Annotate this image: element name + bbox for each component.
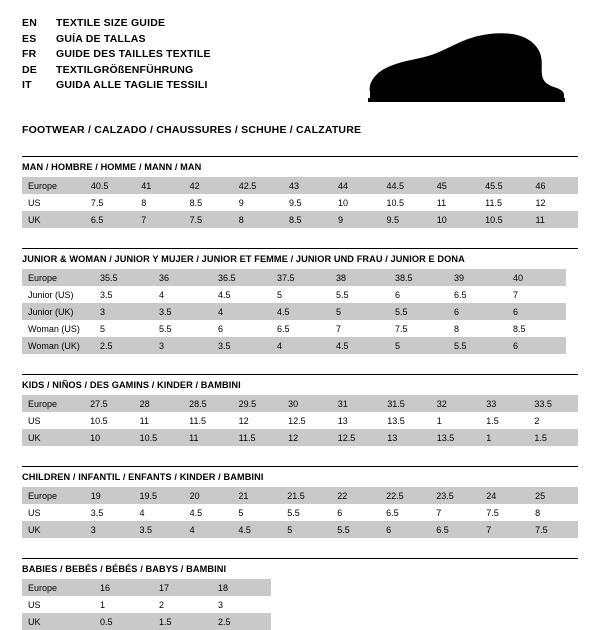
table-row bbox=[22, 504, 578, 521]
language-row bbox=[22, 47, 211, 63]
cell: 7 bbox=[507, 286, 566, 303]
group-heading: CHILDREN / INFANTIL / ENFANTS / KINDER / BAMBINI bbox=[22, 472, 264, 482]
cell: 3.5 bbox=[153, 303, 212, 320]
language-code: EN bbox=[22, 17, 37, 29]
row-label: UK bbox=[22, 613, 94, 630]
cell: 6 bbox=[389, 286, 448, 303]
cell: 33.5 bbox=[528, 395, 578, 412]
cell: 12 bbox=[529, 194, 578, 211]
cell: 2.5 bbox=[94, 337, 153, 354]
cell: 38.5 bbox=[389, 269, 448, 286]
cell: 3.5 bbox=[85, 504, 134, 521]
cell: 42 bbox=[184, 177, 233, 194]
cell: 45 bbox=[431, 177, 479, 194]
cell: 30 bbox=[282, 395, 332, 412]
cell: 5 bbox=[94, 320, 153, 337]
cell: 36 bbox=[153, 269, 212, 286]
cell: 3.5 bbox=[212, 337, 271, 354]
cell: 13.5 bbox=[431, 429, 481, 446]
cell: 0.5 bbox=[94, 613, 153, 630]
table-row bbox=[22, 303, 566, 320]
cell: 6 bbox=[507, 303, 566, 320]
cell: 1.5 bbox=[528, 429, 578, 446]
cell: 1 bbox=[94, 596, 153, 613]
cell: 4 bbox=[212, 303, 271, 320]
cell: 31.5 bbox=[381, 395, 431, 412]
cell: 22 bbox=[331, 487, 380, 504]
cell: 18 bbox=[212, 579, 271, 596]
row-label: Woman (US) bbox=[22, 320, 94, 337]
cell: 5 bbox=[232, 504, 281, 521]
language-row bbox=[22, 78, 211, 94]
cell: 5 bbox=[330, 303, 389, 320]
size-group-babies bbox=[22, 558, 578, 630]
cell: 11 bbox=[183, 429, 233, 446]
cell: 10.5 bbox=[134, 429, 184, 446]
group-heading: BABIES / BEBÉS / BÉBÉS / BABYS / BAMBINI bbox=[22, 564, 227, 574]
table-row bbox=[22, 194, 578, 211]
cell: 5.5 bbox=[330, 286, 389, 303]
cell: 12 bbox=[233, 412, 283, 429]
row-label: US bbox=[22, 412, 84, 429]
cell: 10.5 bbox=[380, 194, 430, 211]
cell: 1.5 bbox=[480, 412, 528, 429]
cell: 11 bbox=[529, 211, 578, 228]
cell: 33 bbox=[480, 395, 528, 412]
cell: 7.5 bbox=[529, 521, 578, 538]
cell: 7.5 bbox=[85, 194, 135, 211]
row-label: US bbox=[22, 194, 85, 211]
cell: 20 bbox=[184, 487, 233, 504]
cell: 28 bbox=[134, 395, 184, 412]
cell: 1 bbox=[480, 429, 528, 446]
cell: 5 bbox=[389, 337, 448, 354]
cell: 7 bbox=[135, 211, 183, 228]
cell: 41 bbox=[135, 177, 183, 194]
cell: 12.5 bbox=[282, 412, 332, 429]
row-label: Junior (UK) bbox=[22, 303, 94, 320]
document-header bbox=[22, 16, 578, 110]
cell: 2 bbox=[528, 412, 578, 429]
cell: 3 bbox=[94, 303, 153, 320]
cell: 5.5 bbox=[153, 320, 212, 337]
cell: 3.5 bbox=[134, 521, 184, 538]
cell: 22.5 bbox=[380, 487, 430, 504]
cell: 3 bbox=[212, 596, 271, 613]
size-group-man bbox=[22, 156, 578, 228]
row-label: US bbox=[22, 504, 85, 521]
table-row bbox=[22, 412, 578, 429]
cell: 11 bbox=[431, 194, 479, 211]
row-label: US bbox=[22, 596, 94, 613]
cell: 35.5 bbox=[94, 269, 153, 286]
table-row bbox=[22, 487, 578, 504]
cell: 13 bbox=[332, 412, 382, 429]
cell: 4.5 bbox=[271, 303, 330, 320]
cell: 3 bbox=[153, 337, 212, 354]
cell: 29.5 bbox=[233, 395, 283, 412]
cell: 19 bbox=[85, 487, 134, 504]
row-label: Europe bbox=[22, 579, 94, 596]
cell: 21 bbox=[232, 487, 281, 504]
cell: 11.5 bbox=[233, 429, 283, 446]
cell: 4.5 bbox=[232, 521, 281, 538]
language-row bbox=[22, 63, 211, 79]
cell: 13 bbox=[381, 429, 431, 446]
cell: 23.5 bbox=[430, 487, 480, 504]
group-heading: KIDS / NIÑOS / DES GAMINS / KINDER / BAMBINI bbox=[22, 380, 241, 390]
size-group-kids bbox=[22, 374, 578, 446]
table-row bbox=[22, 613, 271, 630]
language-code: FR bbox=[22, 48, 37, 61]
cell: 31 bbox=[332, 395, 382, 412]
cell: 25 bbox=[529, 487, 578, 504]
cell: 6.5 bbox=[85, 211, 135, 228]
cell: 4 bbox=[184, 521, 233, 538]
cell: 4 bbox=[153, 286, 212, 303]
cell: 11 bbox=[134, 412, 184, 429]
cell: 6.5 bbox=[271, 320, 330, 337]
table-row bbox=[22, 429, 578, 446]
cell: 17 bbox=[153, 579, 212, 596]
language-code: DE bbox=[22, 63, 37, 76]
table-row bbox=[22, 596, 271, 613]
table-row bbox=[22, 337, 566, 354]
cell: 8.5 bbox=[507, 320, 566, 337]
row-label: Europe bbox=[22, 395, 84, 412]
cell: 7 bbox=[430, 504, 480, 521]
row-label: UK bbox=[22, 521, 85, 538]
cell: 6.5 bbox=[448, 286, 507, 303]
cell: 11.5 bbox=[183, 412, 233, 429]
cell: 10 bbox=[431, 211, 479, 228]
cell: 9.5 bbox=[380, 211, 430, 228]
size-table bbox=[22, 269, 566, 354]
cell: 12.5 bbox=[332, 429, 382, 446]
row-label: Europe bbox=[22, 487, 85, 504]
cell: 13.5 bbox=[381, 412, 431, 429]
language-title-list bbox=[22, 16, 211, 94]
cell: 44.5 bbox=[380, 177, 430, 194]
row-label: Woman (UK) bbox=[22, 337, 94, 354]
language-title: GUIDE DES TAILLES TEXTILE bbox=[56, 48, 211, 61]
cell: 6 bbox=[448, 303, 507, 320]
cell: 2 bbox=[153, 596, 212, 613]
cell: 40.5 bbox=[85, 177, 135, 194]
cell: 1.5 bbox=[153, 613, 212, 630]
language-title: TEXTILGRÖßENFÜHRUNG bbox=[56, 63, 194, 76]
cell: 8.5 bbox=[283, 211, 332, 228]
cell: 12 bbox=[282, 429, 332, 446]
table-row bbox=[22, 395, 578, 412]
size-table bbox=[22, 487, 578, 538]
cell: 5 bbox=[271, 286, 330, 303]
cell: 5.5 bbox=[448, 337, 507, 354]
category-title: FOOTWEAR / CALZADO / CHAUSSURES / SCHUHE / CALZATURE bbox=[22, 124, 362, 136]
cell: 38 bbox=[330, 269, 389, 286]
cell: 1 bbox=[431, 412, 481, 429]
cell: 3.5 bbox=[94, 286, 153, 303]
cell: 43 bbox=[283, 177, 332, 194]
cell: 4.5 bbox=[212, 286, 271, 303]
table-row bbox=[22, 521, 578, 538]
cell: 6 bbox=[507, 337, 566, 354]
size-table bbox=[22, 579, 271, 630]
cell: 10.5 bbox=[84, 412, 134, 429]
cell: 6 bbox=[331, 504, 380, 521]
size-table bbox=[22, 395, 578, 446]
table-row bbox=[22, 269, 566, 286]
cell: 44 bbox=[332, 177, 380, 194]
language-code: ES bbox=[22, 32, 37, 45]
cell: 6.5 bbox=[380, 504, 430, 521]
size-group-children bbox=[22, 466, 578, 538]
cell: 36.5 bbox=[212, 269, 271, 286]
cell: 19.5 bbox=[134, 487, 184, 504]
language-title: GUÍA DE TALLAS bbox=[56, 32, 146, 45]
cell: 4.5 bbox=[330, 337, 389, 354]
cell: 10 bbox=[84, 429, 134, 446]
group-heading: MAN / HOMBRE / HOMME / MANN / MAN bbox=[22, 162, 202, 172]
cell: 7 bbox=[330, 320, 389, 337]
cell: 7.5 bbox=[480, 504, 529, 521]
table-row bbox=[22, 320, 566, 337]
cell: 10.5 bbox=[479, 211, 529, 228]
language-row bbox=[22, 32, 211, 48]
table-row bbox=[22, 286, 566, 303]
cell: 8.5 bbox=[184, 194, 233, 211]
cell: 6.5 bbox=[430, 521, 480, 538]
cell: 7.5 bbox=[389, 320, 448, 337]
cell: 45.5 bbox=[479, 177, 529, 194]
cell: 5.5 bbox=[281, 504, 331, 521]
cell: 27.5 bbox=[84, 395, 134, 412]
cell: 21.5 bbox=[281, 487, 331, 504]
cell: 9.5 bbox=[283, 194, 332, 211]
cell: 46 bbox=[529, 177, 578, 194]
row-label: UK bbox=[22, 429, 84, 446]
cell: 4.5 bbox=[184, 504, 233, 521]
cell: 7 bbox=[480, 521, 529, 538]
language-row bbox=[22, 16, 211, 32]
cell: 28.5 bbox=[183, 395, 233, 412]
row-label: UK bbox=[22, 211, 85, 228]
cell: 39 bbox=[448, 269, 507, 286]
cell: 24 bbox=[480, 487, 529, 504]
cell: 32 bbox=[431, 395, 481, 412]
cell: 8 bbox=[233, 211, 283, 228]
cell: 42.5 bbox=[233, 177, 283, 194]
table-row bbox=[22, 177, 578, 194]
cell: 7.5 bbox=[184, 211, 233, 228]
cell: 16 bbox=[94, 579, 153, 596]
cell: 8 bbox=[448, 320, 507, 337]
language-title: TEXTILE SIZE GUIDE bbox=[56, 17, 166, 29]
cell: 5.5 bbox=[331, 521, 380, 538]
cell: 4 bbox=[271, 337, 330, 354]
size-table bbox=[22, 177, 578, 228]
cell: 10 bbox=[332, 194, 380, 211]
size-group-junior-woman bbox=[22, 248, 578, 354]
cell: 9 bbox=[233, 194, 283, 211]
dress-shoe-icon bbox=[362, 30, 572, 110]
table-row bbox=[22, 211, 578, 228]
table-row bbox=[22, 579, 271, 596]
cell: 5 bbox=[281, 521, 331, 538]
cell: 11.5 bbox=[479, 194, 529, 211]
cell: 6 bbox=[212, 320, 271, 337]
row-label: Europe bbox=[22, 177, 85, 194]
cell: 8 bbox=[135, 194, 183, 211]
cell: 40 bbox=[507, 269, 566, 286]
cell: 8 bbox=[529, 504, 578, 521]
cell: 37.5 bbox=[271, 269, 330, 286]
cell: 2.5 bbox=[212, 613, 271, 630]
cell: 3 bbox=[85, 521, 134, 538]
cell: 6 bbox=[380, 521, 430, 538]
cell: 4 bbox=[134, 504, 184, 521]
row-label: Junior (US) bbox=[22, 286, 94, 303]
group-heading: JUNIOR & WOMAN / JUNIOR Y MUJER / JUNIOR ET FEMME / JUNIOR UND FRAU / JUNIOR E DONA bbox=[22, 254, 465, 264]
cell: 5.5 bbox=[389, 303, 448, 320]
cell: 9 bbox=[332, 211, 380, 228]
language-title: GUIDA ALLE TAGLIE TESSILI bbox=[56, 79, 208, 92]
row-label: Europe bbox=[22, 269, 94, 286]
language-code: IT bbox=[22, 79, 32, 92]
